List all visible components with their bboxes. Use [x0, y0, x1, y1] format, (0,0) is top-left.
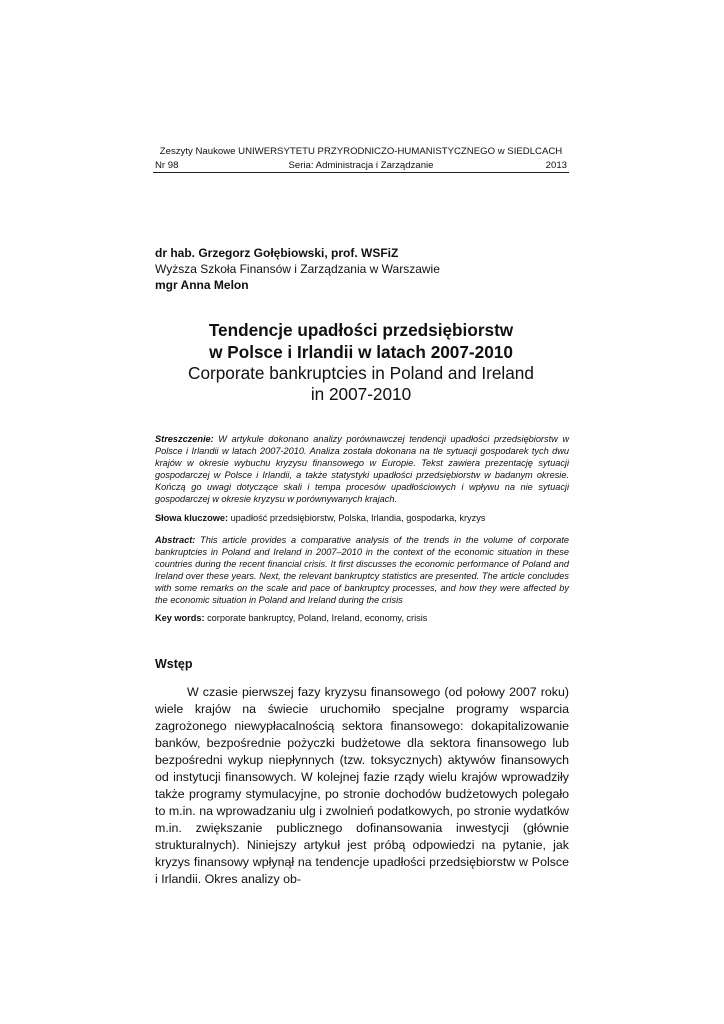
journal-header: Zeszyty Naukowe UNIWERSYTETU PRZYRODNICZO-HUMANISTYCZNEGO w SIEDLCACH	[159, 146, 563, 157]
keywords-pl-text: upadłość przedsiębiorstw, Polska, Irlandia, gospodarka, kryzys	[228, 513, 486, 523]
body-paragraph: W czasie pierwszej fazy kryzysu finansowego (od połowy 2007 roku) wiele krajów na świecie uruchomiło specjalne programy wsparcia zagrożonego niewypłacalnością sektora finansowego: dokapitalizowanie banków, bezpośrednie pożyczki budżetowe dla sektora finansowego lub bezpośredni wykup niepłynnych (tzw. toksycznych) aktywów finansowych od instytucji finansowych. W kolejnej fazie rządy wielu krajów wprowadziły także programy stymulacyjne, po stronie dochodów budżetowych polegało to m.in. na wprowadzaniu ulg i zwolnień podatkowych, po stronie wydatków m.in. zwiększanie publicznego dofinansowania inwestycji (głównie strukturalnych). Niniejszy artykuł jest próbą odpowiedzi na pytanie, jak kryzys finansowy wpłynął na tendencje upadłości przedsiębiorstw w Polsce i Irlandii. Okres analizy ob-	[155, 685, 569, 886]
abstract-pl	[155, 434, 569, 505]
abstract-pl-label: Streszczenie:	[155, 434, 214, 444]
title-en-line-1: Corporate bankruptcies in Poland and Ireland	[188, 363, 534, 383]
keywords-en	[155, 612, 569, 624]
title-block	[153, 319, 569, 405]
keywords-pl-label: Słowa kluczowe:	[155, 513, 229, 523]
authors-block	[155, 245, 440, 293]
abstract-en-text: This article provides a comparative analysis of the trends in the volume of corporate bankruptcies in Poland and Ireland in 2007–2010 in the context of the economic situation in these countries during the recent financial crisis. It first discusses the economic performance of Poland and Ireland over these years. Next, the relevant bankruptcy statistics are presented. The article concludes with some remarks on the scale and pace of bankruptcy processes, and how they were affected by the economic situation in Poland and Ireland during the crisis	[155, 535, 569, 605]
keywords-en-text: corporate bankruptcy, Poland, Ireland, economy, crisis	[204, 613, 428, 623]
title-pl-line-1: Tendencje upadłości przedsiębiorstw	[208, 320, 514, 340]
author-2: mgr Anna Melon	[155, 278, 249, 292]
abstract-en	[155, 535, 569, 606]
keywords-en-label: Key words:	[155, 613, 205, 623]
abstract-en-label: Abstract:	[155, 535, 196, 545]
abstract-pl-text: W artykule dokonano analizy porównawczej tendencji upadłości przedsiębiorstw w Polsce i Irlandii w latach 2007-2010. Analiza została dokonana na tle sytuacji gospodarek tych dwu krajów w okresie wybuchu kryzysu finansowego w Europie. Tekst zawiera prezentację sytuacji gospodarczej w Polsce i Irlandii, a także statystyki upadłości przedsiębiorstw w badanym okresie. Kończą go uwagi dotyczące skali i tempa procesów upadłościowych i wpływu na nie sytuacji gospodarczej w okresie kryzysu w porównywanych krajach.	[155, 434, 569, 504]
title-en-line-2: in 2007-2010	[310, 384, 412, 404]
section-heading: Wstęp	[155, 657, 193, 671]
issue-number: Nr 98	[155, 160, 179, 171]
series-name: Seria: Administracja i Zarządzanie	[288, 160, 434, 171]
publication-year: 2013	[545, 160, 567, 171]
header-divider	[153, 172, 569, 173]
author-1: dr hab. Grzegorz Gołębiowski, prof. WSFiZ	[155, 246, 399, 260]
body-text	[155, 684, 569, 888]
keywords-pl	[155, 512, 569, 524]
affiliation: Wyższa Szkoła Finansów i Zarządzania w Warszawie	[155, 262, 440, 276]
title-pl-line-2: w Polsce i Irlandii w latach 2007-2010	[209, 342, 513, 362]
